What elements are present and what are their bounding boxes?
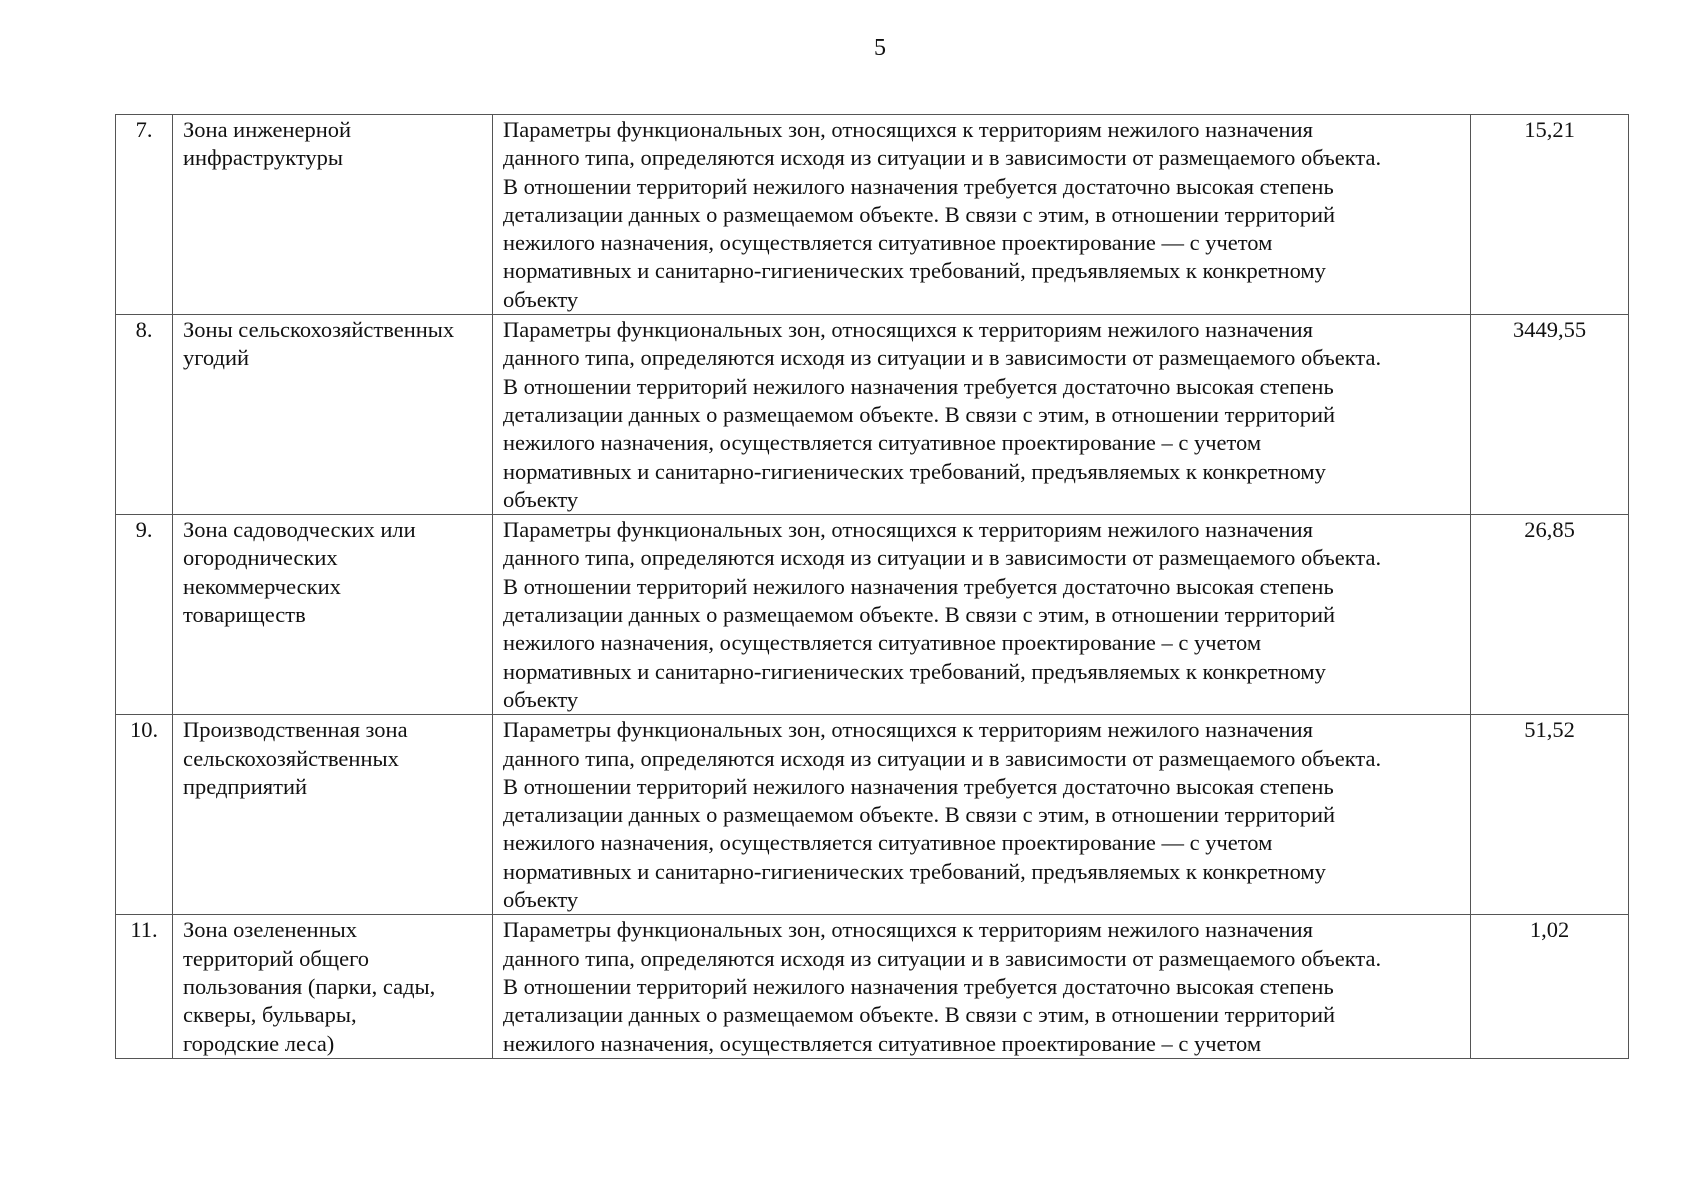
zone-name-line: огороднических — [183, 545, 338, 571]
zone-parameters-cell — [493, 915, 1471, 1058]
zone-parameters-line: объекту — [503, 486, 579, 512]
row-number: 9. — [116, 515, 173, 715]
zone-parameters-line: нежилого назначения, осуществляется ситуативное проектирование — с учетом — [503, 230, 1273, 256]
page-number: 5 — [874, 35, 886, 61]
zone-parameters-line: Параметры функциональных зон, относящихся к территориям нежилого назначения — [503, 117, 1313, 142]
zone-name-line: Зоны сельскохозяйственных — [183, 317, 455, 343]
zone-parameters-line: нормативных и санитарно-гигиенических требований, предъявляемых к конкретному — [503, 858, 1326, 884]
zone-parameters-line: В отношении территорий нежилого назначения требуется достаточно высокая степень — [503, 373, 1334, 399]
zone-parameters-line: данного типа, определяются исходя из ситуации и в зависимости от размещаемого объекта. — [503, 945, 1382, 971]
zone-name-line: территорий общего — [183, 945, 370, 971]
zone-name-cell — [173, 315, 493, 515]
zone-parameters-line: детализации данных о размещаемом объекте. В связи с этим, в отношении территорий — [503, 1002, 1336, 1028]
table-row — [116, 115, 1629, 315]
zone-parameters-line: нежилого назначения, осуществляется ситуативное проектирование – с учетом — [503, 1030, 1262, 1056]
zone-name-line: товариществ — [183, 602, 306, 628]
zones-table-body — [116, 115, 1629, 1059]
zone-name-line: Зона озелененных — [183, 917, 357, 943]
row-number: 7. — [116, 115, 173, 315]
zone-parameters-line: детализации данных о размещаемом объекте. В связи с этим, в отношении территорий — [503, 602, 1336, 628]
zone-area-value: 3449,55 — [1471, 315, 1629, 515]
zone-parameters-line: нормативных и санитарно-гигиенических требований, предъявляемых к конкретному — [503, 658, 1326, 684]
zone-parameters-line: В отношении территорий нежилого назначения требуется достаточно высокая степень — [503, 773, 1334, 799]
row-number: 11. — [116, 915, 173, 1058]
zone-name-line: некоммерческих — [183, 573, 341, 599]
zone-name-cell — [173, 915, 493, 1058]
zone-name-cell — [173, 115, 493, 315]
zone-parameters-line: нормативных и санитарно-гигиенических требований, предъявляемых к конкретному — [503, 258, 1326, 284]
zone-parameters-line: нежилого назначения, осуществляется ситуативное проектирование – с учетом — [503, 630, 1262, 656]
zone-parameters-line: детализации данных о размещаемом объекте. В связи с этим, в отношении территорий — [503, 201, 1336, 227]
table-row — [116, 715, 1629, 915]
zone-name-line: угодий — [183, 345, 250, 371]
zone-parameters-line: нормативных и санитарно-гигиенических требований, предъявляемых к конкретному — [503, 458, 1326, 484]
zone-parameters-cell — [493, 715, 1471, 915]
row-number: 8. — [116, 315, 173, 515]
zone-name-line: сельскохозяйственных — [183, 745, 399, 771]
zone-name-line: предприятий — [183, 773, 308, 799]
zone-parameters-line: детализации данных о размещаемом объекте. В связи с этим, в отношении территорий — [503, 802, 1336, 828]
zone-parameters-line: объекту — [503, 887, 579, 913]
zone-parameters-line: В отношении территорий нежилого назначения требуется достаточно высокая степень — [503, 573, 1334, 599]
zone-name-line: Зона инженерной — [183, 117, 352, 142]
zone-parameters-cell — [493, 115, 1471, 315]
zone-name-line: Производственная зона — [183, 717, 408, 743]
zone-area-value: 51,52 — [1471, 715, 1629, 915]
zone-name-line: инфраструктуры — [183, 145, 343, 171]
zone-parameters-line: Параметры функциональных зон, относящихся к территориям нежилого назначения — [503, 517, 1313, 543]
zones-table — [115, 114, 1629, 1059]
zone-parameters-line: Параметры функциональных зон, относящихся к территориям нежилого назначения — [503, 717, 1313, 743]
zone-name-cell — [173, 515, 493, 715]
zone-area-value: 1,02 — [1471, 915, 1629, 1058]
zone-name-line: пользования (парки, сады, — [183, 973, 436, 999]
zone-parameters-line: данного типа, определяются исходя из ситуации и в зависимости от размещаемого объекта. — [503, 345, 1382, 371]
zone-name-line: городские леса) — [183, 1030, 335, 1056]
zone-parameters-line: В отношении территорий нежилого назначения требуется достаточно высокая степень — [503, 173, 1334, 199]
zone-parameters-line: детализации данных о размещаемом объекте. В связи с этим, в отношении территорий — [503, 401, 1336, 427]
zone-parameters-cell — [493, 515, 1471, 715]
zone-parameters-line: нежилого назначения, осуществляется ситуативное проектирование – с учетом — [503, 430, 1262, 456]
table-row — [116, 315, 1629, 515]
table-row — [116, 515, 1629, 715]
table-row — [116, 915, 1629, 1058]
zone-parameters-line: данного типа, определяются исходя из ситуации и в зависимости от размещаемого объекта. — [503, 145, 1382, 171]
zone-parameters-line: данного типа, определяются исходя из ситуации и в зависимости от размещаемого объекта. — [503, 545, 1382, 571]
zone-parameters-line: Параметры функциональных зон, относящихся к территориям нежилого назначения — [503, 917, 1313, 943]
zone-name-cell — [173, 715, 493, 915]
zone-parameters-line: нежилого назначения, осуществляется ситуативное проектирование — с учетом — [503, 830, 1273, 856]
zone-parameters-line: Параметры функциональных зон, относящихся к территориям нежилого назначения — [503, 317, 1313, 343]
zone-name-line: скверы, бульвары, — [183, 1002, 357, 1028]
row-number: 10. — [116, 715, 173, 915]
zone-area-value: 15,21 — [1471, 115, 1629, 315]
zone-parameters-line: объекту — [503, 286, 579, 312]
zone-parameters-cell — [493, 315, 1471, 515]
zone-parameters-line: объекту — [503, 686, 579, 712]
zone-name-line: Зона садоводческих или — [183, 517, 416, 543]
zone-parameters-line: В отношении территорий нежилого назначения требуется достаточно высокая степень — [503, 973, 1334, 999]
zone-parameters-line: данного типа, определяются исходя из ситуации и в зависимости от размещаемого объекта. — [503, 745, 1382, 771]
zone-area-value: 26,85 — [1471, 515, 1629, 715]
